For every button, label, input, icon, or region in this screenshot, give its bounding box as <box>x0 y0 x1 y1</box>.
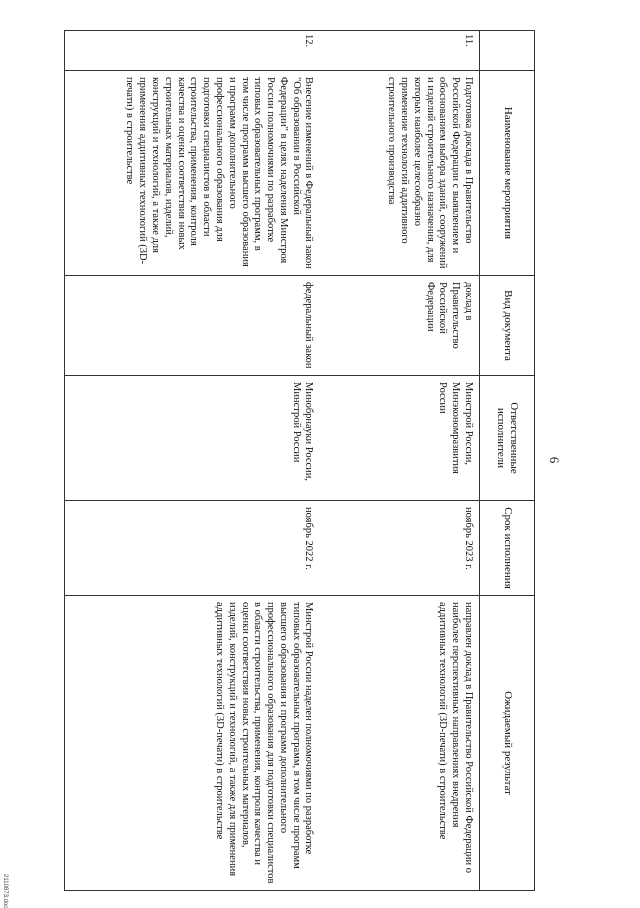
document-id: 2110873.doc <box>2 874 8 908</box>
row-result: Минстрой России наделен полномочиями по разработке типовых образовательных программ, в том числе программ высшего образования и программ дополнительного профессионального образования для подготовки специалистов в области строительства, применения, контроля качества и оценки соответствия новых строительных материалов, изделий, конструкций и технологий, а также для применения аддитивных технологий (3D-печати) в строительстве <box>65 596 320 891</box>
row-doc-type: доклад в Правительство Российской Федерации <box>320 276 480 376</box>
row-result: направлен доклад в Правительство Российской Федерации о наиболее перспективных направлениях внедрения аддитивных технологий (3D-печати) в строительстве <box>320 596 480 891</box>
header-deadline: Срок исполнения <box>480 501 535 596</box>
header-responsible: Ответственные исполнители <box>480 376 535 501</box>
rotated-table-container <box>70 30 570 890</box>
header-name: Наименование мероприятия <box>480 71 535 276</box>
measures-table <box>64 30 535 891</box>
table-header-row <box>480 31 535 891</box>
row-number: 11. <box>320 31 480 71</box>
table-row <box>65 31 320 891</box>
row-number: 12. <box>65 31 320 71</box>
header-doc-type: Вид документа <box>480 276 535 376</box>
row-name: Подготовка доклада в Правительство Российской Федерации с выявлением и обоснованием выбора зданий, сооружений и изделий строительного назначения, для которых наиболее целесообразно применение технологий аддитивного строительного производства <box>320 71 480 276</box>
row-responsible: Минстрой России, Минэкономразвития России <box>320 376 480 501</box>
table-row <box>320 31 480 891</box>
row-responsible: Минобрнауки России, Минстрой России <box>65 376 320 501</box>
row-doc-type: федеральный закон <box>65 276 320 376</box>
row-name: Внесение изменений в Федеральный закон "Об образовании в Российской Федерации" в целях наделения Минстроя России полномочиями по разработке типовых образовательных программ, в том числе программ высшего образования и программ дополнительного профессионального образования для подготовки специалистов в области строительства, применения, контроля качества и оценки соответствия новых строительных материалов, изделий, конструкций и технологий, а также для применения аддитивных технологий (3D-печати) в строительстве <box>65 71 320 276</box>
row-deadline: ноябрь 2023 г. <box>320 501 480 596</box>
row-deadline: ноябрь 2022 г. <box>65 501 320 596</box>
header-result: Ожидаемый результат <box>480 596 535 891</box>
page-number: 6 <box>547 456 562 464</box>
header-number <box>480 31 535 71</box>
